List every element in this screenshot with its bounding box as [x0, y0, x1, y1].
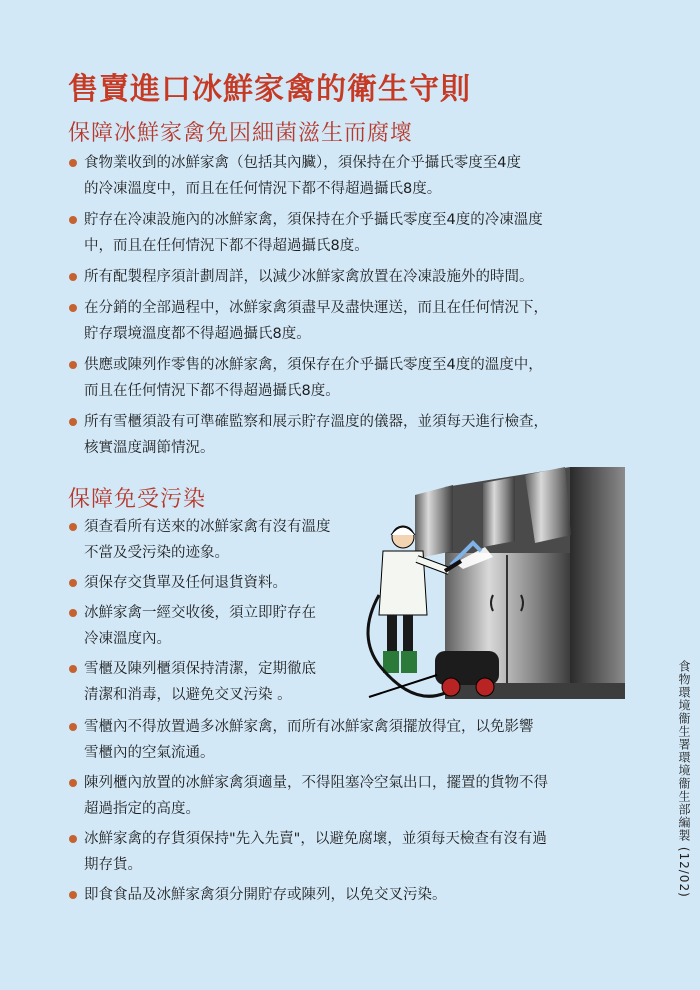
bullet-icon	[69, 273, 77, 281]
bullet-icon	[69, 665, 77, 673]
list-item: 供應或陳列作零售的冰鮮家禽，須保存在介乎攝氏零度至4度的溫度中， 而且在任何情況下都不得超過攝氏8度。	[68, 352, 638, 404]
bullet-icon	[69, 304, 77, 312]
list-item: 須保存交貨單及任何退貨資料。	[68, 570, 368, 596]
list-item: 須查看所有送來的冰鮮家禽有沒有溫度 不當及受污染的迹象。	[68, 514, 368, 566]
bullet-icon	[69, 609, 77, 617]
cleaning-illustration	[365, 455, 630, 707]
bullet-icon	[69, 835, 77, 843]
list-item: 在分銷的全部過程中，冰鮮家禽須盡早及盡快運送，而且在任何情況下， 貯存環境溫度都不得超過攝氏8度。	[68, 295, 638, 347]
section1-heading: 保障冰鮮家禽免因細菌滋生而腐壞	[68, 121, 414, 146]
list-item: 所有雪櫃須設有可準確監察和展示貯存溫度的儀器，並須每天進行檢查， 核實溫度調節情況。	[68, 409, 638, 461]
bullet-icon	[69, 723, 77, 731]
bullet-icon	[69, 159, 77, 167]
list-item: 冰鮮家禽的存貨須保持"先入先賣"，以避免腐壞，並須每天檢查有沒有過 期存貨。	[68, 826, 648, 878]
bullet-icon	[69, 418, 77, 426]
list-item: 雪櫃內不得放置過多冰鮮家禽，而所有冰鮮家禽須擺放得宜，以免影響 雪櫃內的空氣流通。	[68, 714, 648, 766]
section1-list	[68, 150, 638, 466]
bullet-icon	[69, 216, 77, 224]
list-item: 雪櫃及陳列櫃須保持清潔，定期徹底 清潔和消毒，以避免交叉污染 。	[68, 656, 368, 708]
bullet-icon	[69, 361, 77, 369]
bullet-icon	[69, 579, 77, 587]
list-item: 冰鮮家禽一經交收後，須立即貯存在 冷凍溫度內。	[68, 600, 368, 652]
section2-list-left	[68, 514, 368, 712]
list-item: 食物業收到的冰鮮家禽（包括其內臟），須保持在介乎攝氏零度至4度 的冷凍溫度中，而且在任何情況下都不得超過攝氏8度。	[68, 150, 638, 202]
list-item: 所有配製程序須計劃周詳，以減少冰鮮家禽放置在冷凍設施外的時間。	[68, 264, 638, 290]
list-item: 即食食品及冰鮮家禽須分開貯存或陳列，以免交叉污染。	[68, 882, 648, 908]
section2-heading: 保障免受污染	[68, 487, 207, 512]
bullet-icon	[69, 891, 77, 899]
publisher-note: 食物環境衞生署環境衞生部編製 (12/02)	[677, 660, 691, 898]
list-item: 陳列櫃內放置的冰鮮家禽須適量，不得阻塞冷空氣出口，擺置的貨物不得 超過指定的高度。	[68, 770, 648, 822]
bullet-icon	[69, 523, 77, 531]
section2-list-full	[68, 714, 648, 912]
list-item: 貯存在冷凍設施內的冰鮮家禽，須保持在介乎攝氏零度至4度的冷凍溫度 中，而且在任何情況下都不得超過攝氏8度。	[68, 207, 638, 259]
page-title: 售賣進口冰鮮家禽的衛生守則	[68, 72, 471, 107]
bullet-icon	[69, 779, 77, 787]
